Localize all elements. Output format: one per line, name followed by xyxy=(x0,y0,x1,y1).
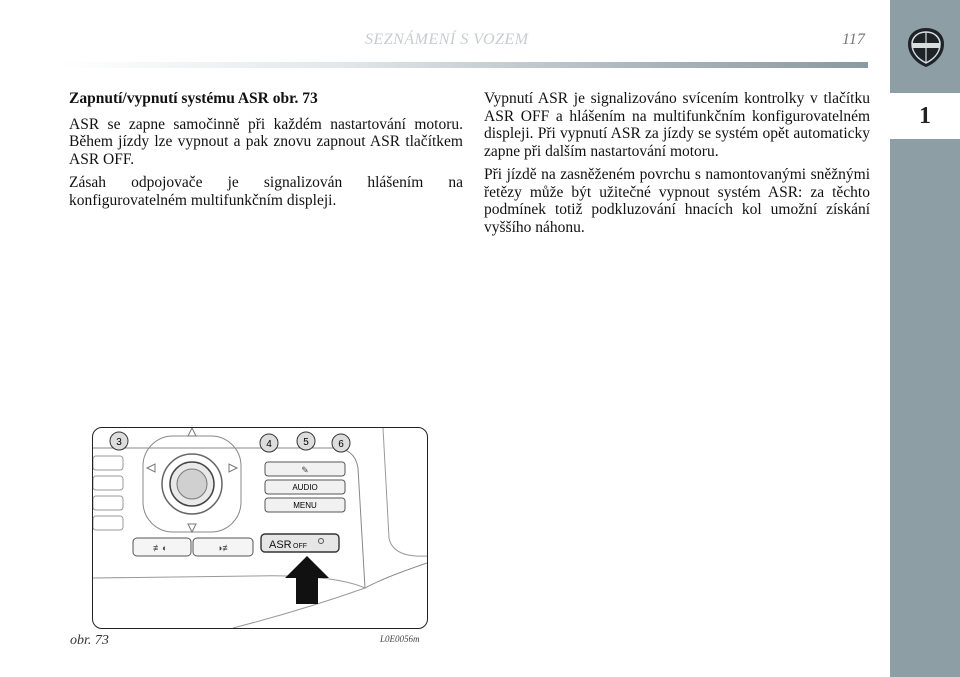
figure-73 xyxy=(92,427,428,629)
section-heading: Zapnutí/vypnutí systému ASR obr. 73 xyxy=(69,90,318,107)
header-rule xyxy=(60,62,868,68)
svg-text:✎: ✎ xyxy=(301,465,309,475)
asr-button-label: ASR xyxy=(269,539,292,551)
preset-4-label: 4 xyxy=(266,439,272,450)
left-column xyxy=(69,90,463,215)
audio-button-label: AUDIO xyxy=(292,483,318,492)
up-arrow-icon xyxy=(285,556,329,604)
header-title: SEZNÁMENÍ S VOZEM xyxy=(365,31,529,48)
paragraph: Vypnutí ASR je signalizováno svícením kontrolky v tlačítku ASR OFF a hlášením na multifunkčním konfigurovatelném displeji. Při vypnutí ASR za jízdy se systém opět automaticky zapne při dalším nastartování motoru. xyxy=(484,90,870,160)
figure-label: obr. 73 xyxy=(70,633,109,648)
paragraph: Zásah odpojovače je signalizován hlášením na konfigurovatelném multifunkčním displeji. xyxy=(69,174,463,209)
paragraph: ASR se zapne samočinně při každém nastartování motoru. Během jízdy lze vypnout a pak znovu zapnout ASR tlačítkem ASR OFF. xyxy=(69,115,463,168)
chapter-tab[interactable]: 1 xyxy=(890,93,960,139)
preset-3-label: 3 xyxy=(116,437,122,448)
dashboard-illustration xyxy=(93,428,427,628)
asr-off-label: OFF xyxy=(293,543,307,550)
figure-code: L0E0056m xyxy=(380,634,420,644)
menu-button-label: MENU xyxy=(293,501,317,510)
right-column xyxy=(484,90,870,242)
svg-text:≢◐: ≢◐ xyxy=(153,543,168,553)
page-number: 117 xyxy=(842,31,865,48)
paragraph: Při jízdě na zasněženém povrchu s namontovanými sněžnými řetězy může být užitečné vypnout systém ASR: za těchto podmínek totiž podkluzování hnacích kol umožní získání vyššího náhonu. xyxy=(484,166,870,236)
preset-6-label: 6 xyxy=(338,439,344,450)
preset-5-label: 5 xyxy=(303,437,309,448)
svg-text:◑≢: ◑≢ xyxy=(217,543,232,553)
lancia-shield-icon xyxy=(906,26,946,68)
